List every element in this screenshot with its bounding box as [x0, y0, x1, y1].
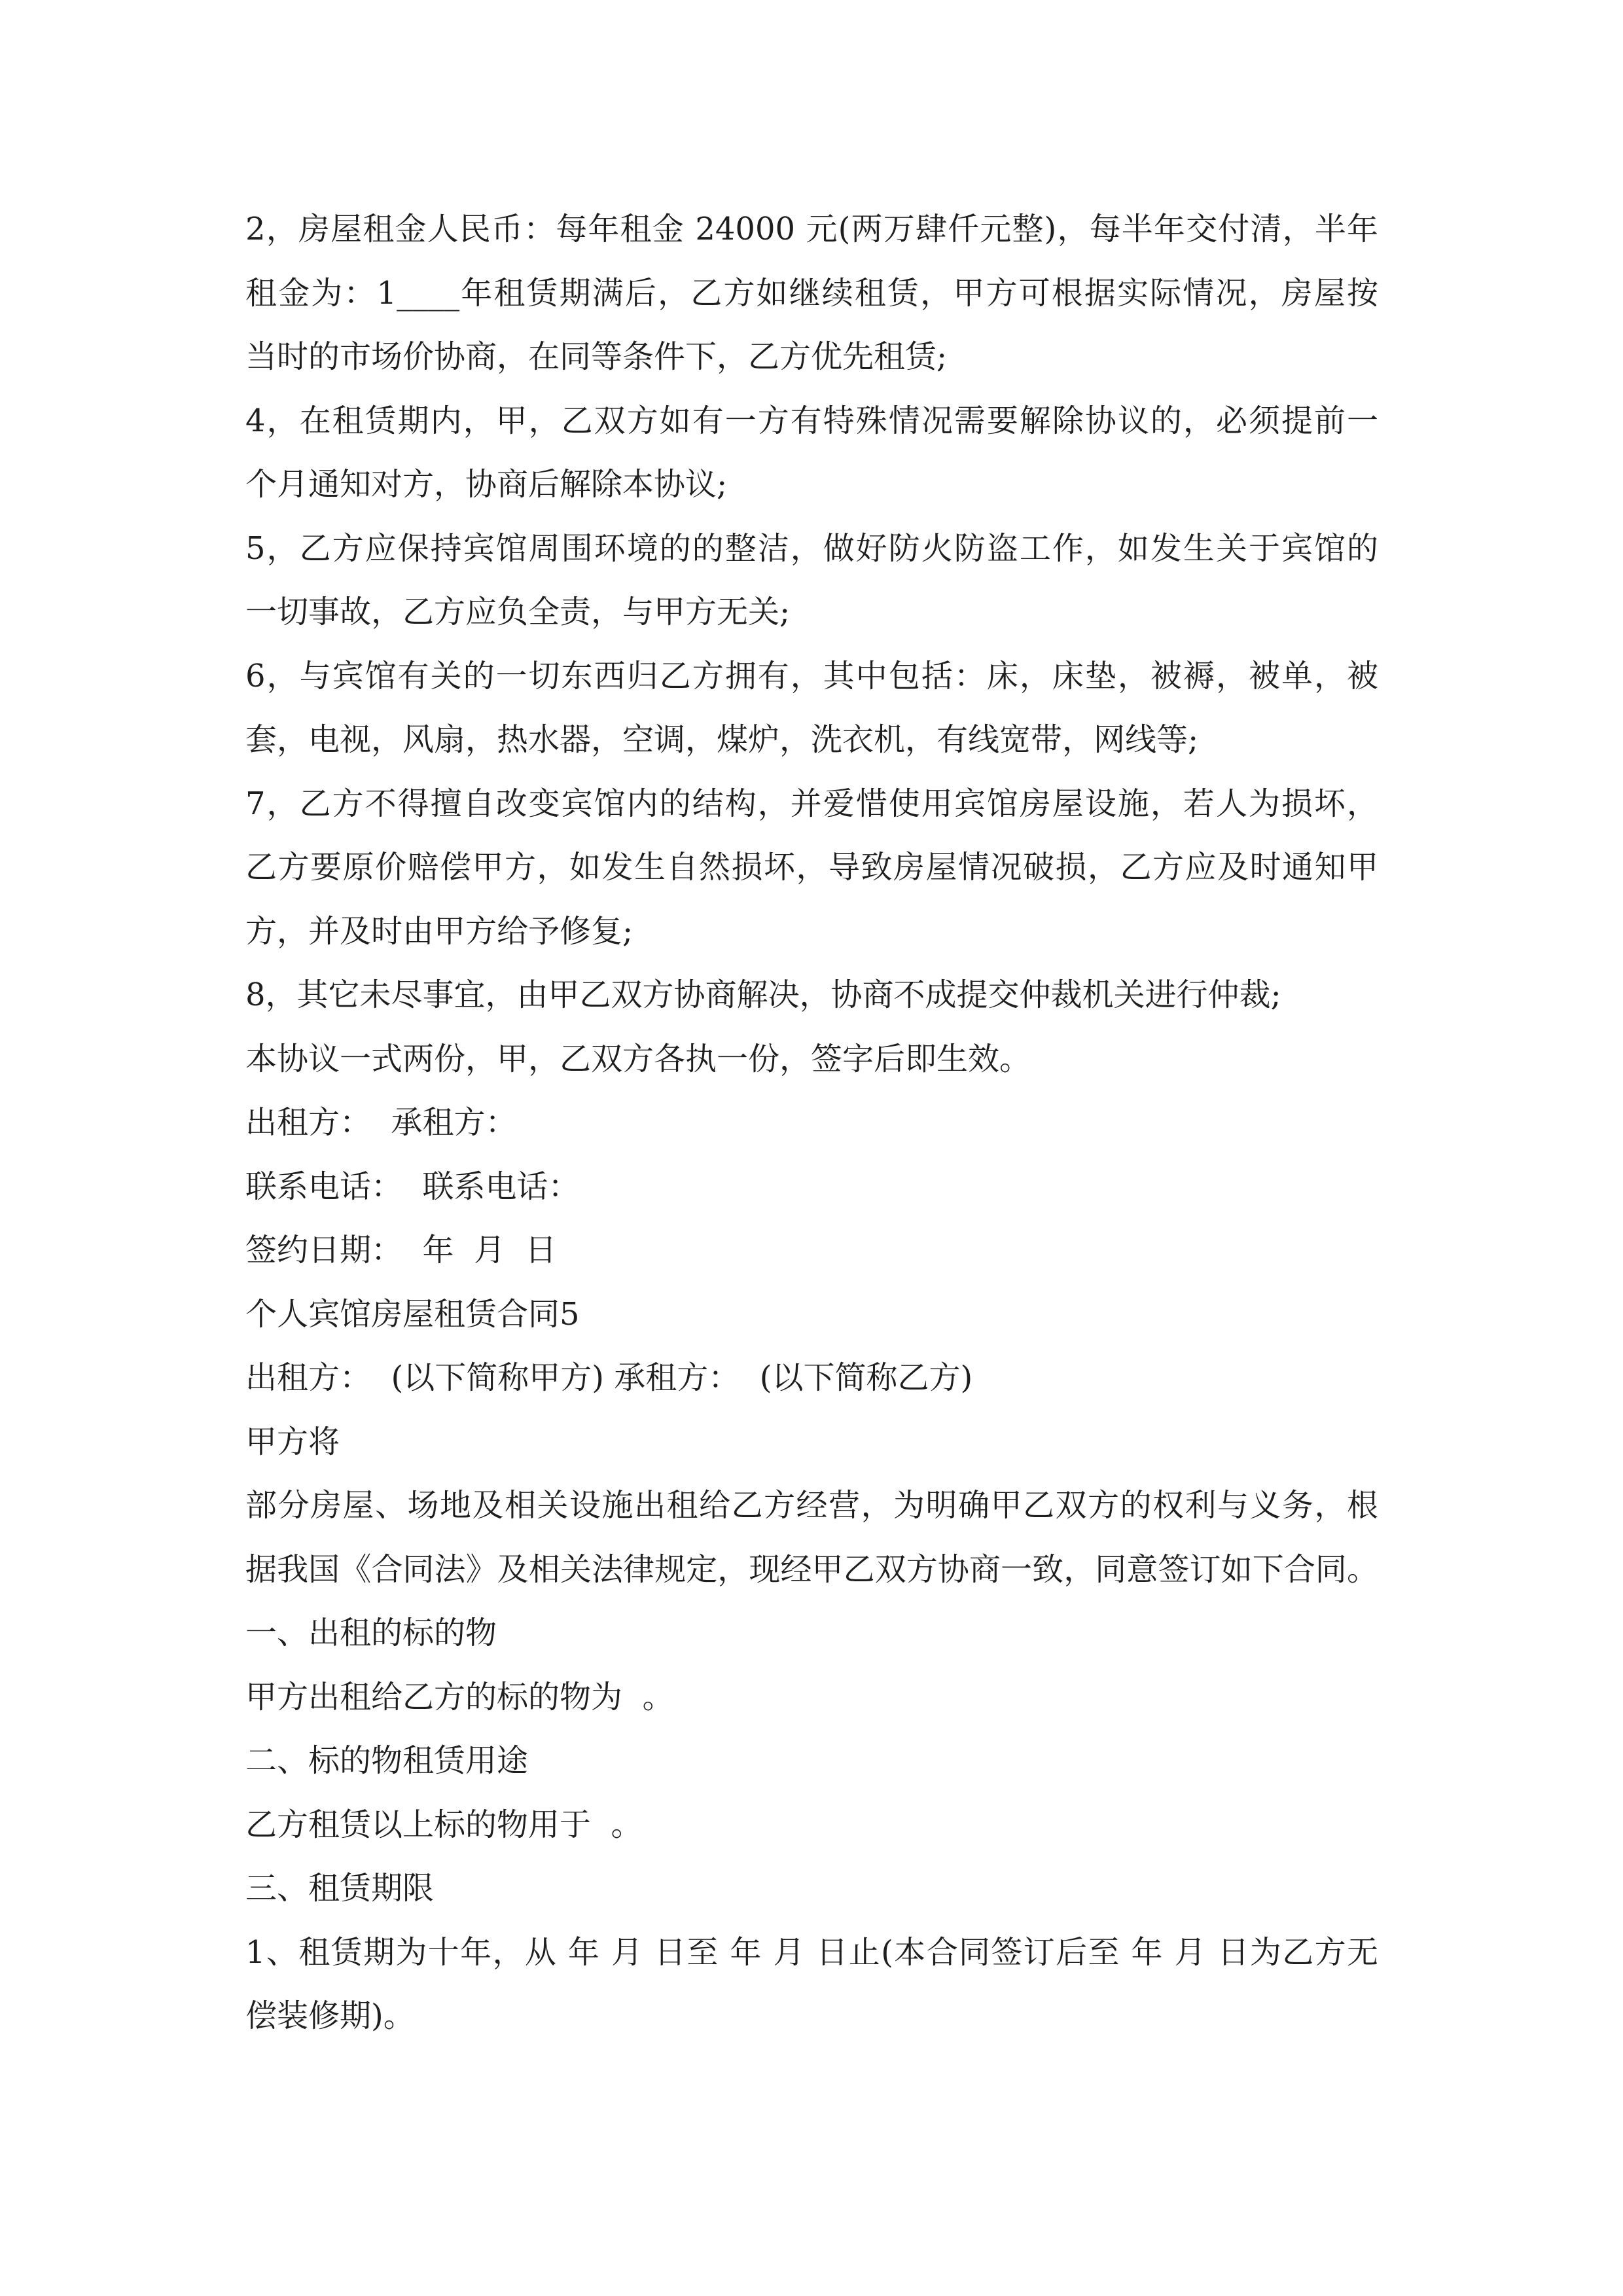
- section-3-heading: [245, 1857, 1378, 1921]
- text-line: 二、标的物租赁用途: [245, 1742, 529, 1779]
- text-line: 一切事故，乙方应负全责，与甲方无关;: [245, 594, 791, 630]
- text-line: 签约日期： 年 月 日: [245, 1232, 557, 1268]
- text-line: 1、租赁期为十年，从 年 月 日至 年 月 日止(本合同签订后至 年 月 日为乙方无: [245, 1933, 1378, 1971]
- text-line: 个人宾馆房屋租赁合同5: [245, 1295, 580, 1333]
- text-line: 5，乙方应保持宾馆周围环境的的整洁，做好防火防盗工作，如发生关于宾馆的: [245, 529, 1378, 567]
- text-line: 乙方租赁以上标的物用于 。: [245, 1806, 643, 1843]
- signature-parties: [245, 1091, 1378, 1155]
- text-line: 4，在租赁期内，甲，乙双方如有一方有特殊情况需要解除协议的，必须提前一: [245, 402, 1378, 439]
- text-line: 出租方： (以下简称甲方) 承租方： (以下简称乙方): [245, 1359, 973, 1396]
- text-line: 部分房屋、场地及相关设施出租给乙方经营，为明确甲乙双方的权利与义务，根: [245, 1487, 1378, 1524]
- text-line: 三、租赁期限: [245, 1870, 435, 1907]
- contract-title: [245, 1283, 1378, 1347]
- text-line: 6，与宾馆有关的一切东西归乙方拥有，其中包括：床，床垫，被褥，被单，被: [245, 657, 1378, 694]
- clause-7-structure: [245, 772, 1378, 964]
- text-line: 甲方出租给乙方的标的物为 。: [245, 1678, 674, 1715]
- text-line: 本协议一式两份，甲，乙双方各执一份，签字后即生效。: [245, 1040, 1031, 1077]
- intro-line: [245, 1410, 1378, 1475]
- text-line: 套，电视，风扇，热水器，空调，煤炉，洗衣机，有线宽带，网线等;: [245, 721, 1199, 758]
- section-1-body: [245, 1666, 1378, 1730]
- intro-paragraph: [245, 1474, 1378, 1602]
- clause-4-termination: [245, 389, 1378, 517]
- section-1-heading: [245, 1602, 1378, 1666]
- signature-date: [245, 1219, 1378, 1283]
- effectiveness-statement: [245, 1028, 1378, 1092]
- document-body: [245, 198, 1378, 2049]
- text-line: 联系电话： 联系电话：: [245, 1168, 580, 1205]
- text-line: 7，乙方不得擅自改变宾馆内的结构，并爱惜使用宾馆房屋设施，若人为损坏，: [245, 785, 1378, 822]
- text-line: 2，房屋租金人民币：每年租金 24000 元(两万肆仟元整)，每半年交付清，半年: [245, 211, 1378, 247]
- text-line: 一、出租的标的物: [245, 1615, 497, 1651]
- text-line: 当时的市场价协商，在同等条件下，乙方优先租赁;: [245, 338, 948, 375]
- text-line: 甲方将: [245, 1423, 340, 1460]
- section-2-heading: [245, 1729, 1378, 1793]
- text-line: 出租方： 承租方：: [245, 1104, 517, 1141]
- parties-line: [245, 1346, 1378, 1410]
- section-2-body: [245, 1793, 1378, 1857]
- clause-2-rent: [245, 198, 1378, 389]
- clause-8-other-matters: [245, 963, 1378, 1028]
- text-line: 8，其它未尽事宜，由甲乙双方协商解决，协商不成提交仲裁机关进行仲裁;: [245, 977, 1281, 1013]
- text-line: 租金为：1____年租赁期满后，乙方如继续租赁，甲方可根据实际情况，房屋按: [245, 274, 1378, 312]
- text-line: 偿装修期)。: [245, 1998, 415, 2034]
- text-line: 据我国《合同法》及相关法律规定，现经甲乙双方协商一致，同意签订如下合同。: [245, 1551, 1378, 1588]
- text-line: 个月通知对方，协商后解除本协议;: [245, 466, 728, 503]
- clause-6-ownership: [245, 645, 1378, 772]
- clause-5-safety: [245, 517, 1378, 645]
- section-3-clause-1: [245, 1921, 1378, 2049]
- signature-phone: [245, 1155, 1378, 1219]
- text-line: 乙方要原价赔偿甲方，如发生自然损坏，导致房屋情况破损，乙方应及时通知甲: [245, 849, 1378, 886]
- text-line: 方，并及时由甲方给予修复;: [245, 912, 633, 950]
